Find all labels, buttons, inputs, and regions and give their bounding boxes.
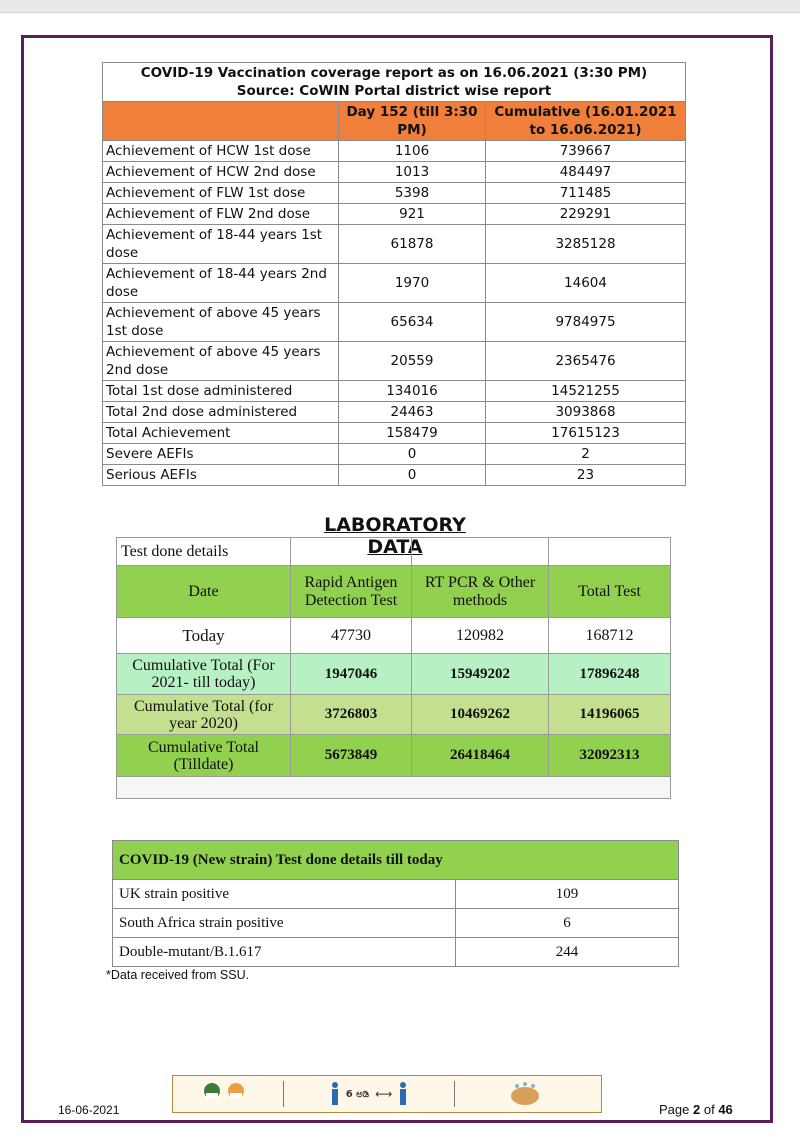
lab-row-rat: 1947046 <box>291 654 412 695</box>
browser-top-bar <box>0 0 800 13</box>
vaccination-title <box>103 63 686 102</box>
laboratory-table <box>116 537 671 799</box>
lab-header-rtpcr: RT PCR & Other methods <box>412 566 549 618</box>
lab-row-rat: 5673849 <box>291 735 412 777</box>
row-label: Achievement of 18-44 years 2nd dose <box>103 264 339 303</box>
distance-label: 6 ಅಡಿ <box>345 1088 370 1100</box>
row-label: Serious AEFIs <box>103 465 339 486</box>
table-row <box>103 162 686 183</box>
row-cumulative-value: 9784975 <box>486 303 686 342</box>
row-day-value: 1970 <box>339 264 486 303</box>
lab-header-row <box>117 566 671 618</box>
lab-empty-cell <box>549 538 671 566</box>
row-day-value: 61878 <box>339 225 486 264</box>
row-label: Achievement of HCW 1st dose <box>103 141 339 162</box>
lab-row-rat: 3726803 <box>291 695 412 735</box>
row-label: Achievement of 18-44 years 1st dose <box>103 225 339 264</box>
lab-row-total: 14196065 <box>549 695 671 735</box>
laboratory-data-title: LABORATORY DATA <box>324 514 466 558</box>
table-row <box>103 264 686 303</box>
row-day-value: 24463 <box>339 402 486 423</box>
table-row <box>103 141 686 162</box>
row-day-value: 0 <box>339 444 486 465</box>
data-source-note: *Data received from SSU. <box>106 968 250 982</box>
row-label: Total Achievement <box>103 423 339 444</box>
row-day-value: 134016 <box>339 381 486 402</box>
row-day-value: 20559 <box>339 342 486 381</box>
row-label: Achievement of FLW 1st dose <box>103 183 339 204</box>
row-day-value: 1106 <box>339 141 486 162</box>
table-row <box>113 909 679 938</box>
row-cumulative-value: 23 <box>486 465 686 486</box>
page-of: of <box>703 1102 715 1117</box>
lab-empty-row <box>117 777 671 799</box>
row-day-value: 921 <box>339 204 486 225</box>
table-row <box>113 880 679 909</box>
row-day-value: 65634 <box>339 303 486 342</box>
strain-label: Double-mutant/B.1.617 <box>113 938 456 967</box>
lab-row-rtpcr: 10469262 <box>412 695 549 735</box>
row-cumulative-value: 3285128 <box>486 225 686 264</box>
strain-table <box>112 840 679 967</box>
row-label: Severe AEFIs <box>103 444 339 465</box>
page-total: 46 <box>718 1102 733 1117</box>
table-row <box>103 204 686 225</box>
row-label: Achievement of FLW 2nd dose <box>103 204 339 225</box>
row-label: Achievement of above 45 years 1st dose <box>103 303 339 342</box>
row-cumulative-value: 2365476 <box>486 342 686 381</box>
row-day-value: 5398 <box>339 183 486 204</box>
hand-wash-icon <box>455 1076 595 1112</box>
arrow-icon: ⟷ <box>375 1087 393 1101</box>
row-cumulative-value: 739667 <box>486 141 686 162</box>
lab-row-rtpcr: 15949202 <box>412 654 549 695</box>
table-row <box>117 654 671 695</box>
row-label: Achievement of HCW 2nd dose <box>103 162 339 183</box>
lab-empty-cell <box>117 777 671 799</box>
strain-value: 109 <box>456 880 679 909</box>
row-label: Achievement of above 45 years 2nd dose <box>103 342 339 381</box>
table-row <box>117 618 671 654</box>
lab-row-rat: 47730 <box>291 618 412 654</box>
lab-row-label: Cumulative Total (For 2021- till today) <box>117 654 291 695</box>
table-row <box>103 183 686 204</box>
table-row <box>103 465 686 486</box>
strain-label: UK strain positive <box>113 880 456 909</box>
row-cumulative-value: 229291 <box>486 204 686 225</box>
lab-row-total: 32092313 <box>549 735 671 777</box>
vaccination-table <box>102 62 686 486</box>
table-row <box>103 303 686 342</box>
row-day-value: 1013 <box>339 162 486 183</box>
strain-heading: COVID-19 (New strain) Test done details till today <box>113 841 679 880</box>
strain-value: 6 <box>456 909 679 938</box>
lab-row-total: 168712 <box>549 618 671 654</box>
table-row <box>103 342 686 381</box>
lab-empty-cell <box>291 538 412 566</box>
row-cumulative-value: 484497 <box>486 162 686 183</box>
vaccination-title-line2: Source: CoWIN Portal district wise report <box>236 83 552 99</box>
lab-header-date: Date <box>117 566 291 618</box>
lab-row-total: 17896248 <box>549 654 671 695</box>
row-cumulative-value: 3093868 <box>486 402 686 423</box>
lab-row-label: Today <box>117 618 291 654</box>
awareness-banner <box>172 1075 602 1113</box>
table-row <box>103 402 686 423</box>
table-row <box>103 225 686 264</box>
row-label: Total 1st dose administered <box>103 381 339 402</box>
social-distance-icon <box>284 1076 454 1112</box>
lab-empty-cell <box>412 538 549 566</box>
page-prefix: Page <box>659 1102 690 1117</box>
vaccination-title-line1: COVID-19 Vaccination coverage report as on 16.06.2021 (3:30 PM) <box>140 65 648 81</box>
lab-header-total-test: Total Test <box>549 566 671 618</box>
lab-row-label: Cumulative Total (for year 2020) <box>117 695 291 735</box>
table-row <box>117 695 671 735</box>
lab-subheading-row <box>117 538 671 566</box>
lab-row-rtpcr: 120982 <box>412 618 549 654</box>
table-row <box>117 735 671 777</box>
vaccination-header-row <box>103 102 686 141</box>
row-cumulative-value: 14604 <box>486 264 686 303</box>
row-cumulative-value: 14521255 <box>486 381 686 402</box>
page-current: 2 <box>693 1102 701 1117</box>
lab-subheading: Test done details <box>117 538 291 566</box>
vaccination-header-cumulative: Cumulative (16.01.2021 to 16.06.2021) <box>486 102 686 141</box>
table-row <box>103 423 686 444</box>
row-cumulative-value: 2 <box>486 444 686 465</box>
row-cumulative-value: 711485 <box>486 183 686 204</box>
row-day-value: 158479 <box>339 423 486 444</box>
lab-row-rtpcr: 26418464 <box>412 735 549 777</box>
lab-row-label: Cumulative Total (Tilldate) <box>117 735 291 777</box>
strain-label: South Africa strain positive <box>113 909 456 938</box>
row-label: Total 2nd dose administered <box>103 402 339 423</box>
table-row <box>103 381 686 402</box>
vaccination-header-blank <box>103 102 339 141</box>
row-cumulative-value: 17615123 <box>486 423 686 444</box>
table-row <box>113 938 679 967</box>
footer-date: 16-06-2021 <box>58 1103 120 1117</box>
row-day-value: 0 <box>339 465 486 486</box>
strain-value: 244 <box>456 938 679 967</box>
lab-header-rapid-antigen: Rapid Antigen Detection Test <box>291 566 412 618</box>
page-number <box>659 1102 733 1117</box>
table-row <box>103 444 686 465</box>
mask-people-icon <box>173 1076 283 1112</box>
vaccination-header-day: Day 152 (till 3:30 PM) <box>339 102 486 141</box>
